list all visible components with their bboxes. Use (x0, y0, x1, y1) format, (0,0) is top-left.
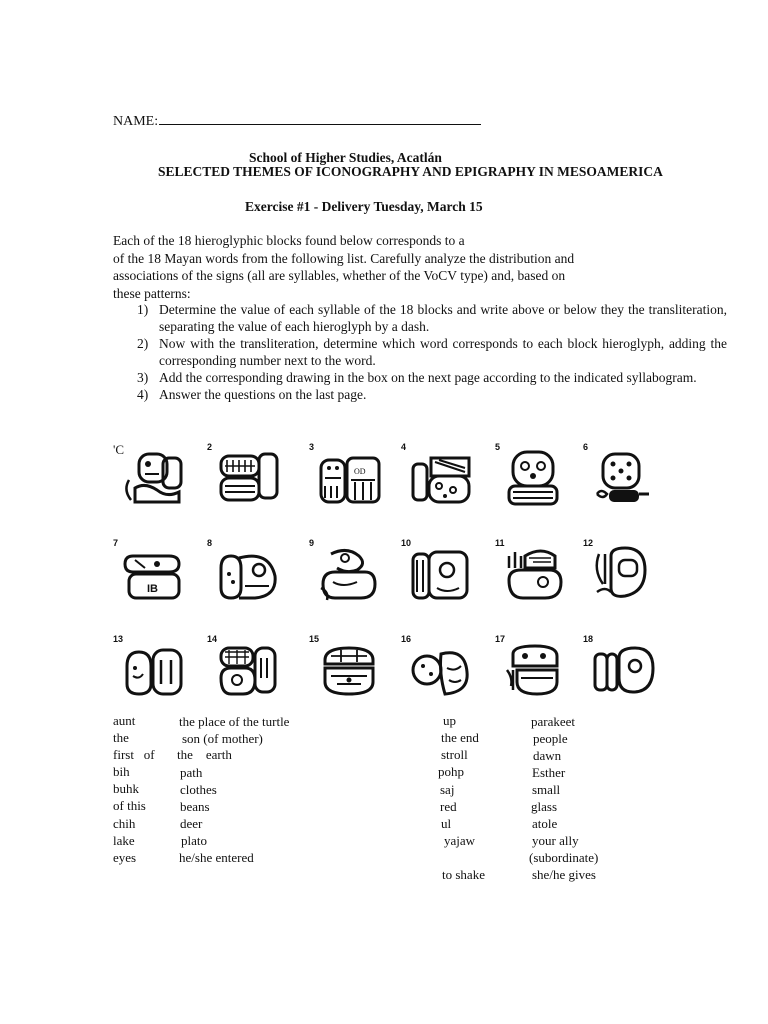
glyph-number: 18 (583, 634, 594, 644)
word-list-item: chih (113, 816, 136, 831)
glyph-block-13 (113, 634, 195, 706)
word-list-item: your ally (532, 833, 579, 848)
glyph-number: 5 (495, 442, 501, 452)
word-list-item: the place of the turtle (179, 714, 290, 729)
glyph-number: 15 (309, 634, 320, 644)
glyph-number: 16 (401, 634, 412, 644)
school-title: School of Higher Studies, Acatlán (249, 150, 442, 165)
word-list-item: atole (532, 816, 558, 831)
glyph-drawing (317, 640, 383, 700)
intro-line: Each of the 18 hieroglyphic blocks found below corresponds to a (113, 233, 465, 248)
glyph-number: 11 (495, 538, 505, 548)
instruction-text: Add the corresponding drawing in the box on the next page according to the indicated syllabogram. (159, 370, 697, 385)
glyph-number: 'C (113, 442, 125, 457)
instruction-list (137, 301, 727, 403)
glyph-block-1 (113, 442, 195, 514)
glyph-number: 2 (207, 442, 213, 452)
word-list-item: dawn (533, 748, 562, 763)
glyph-number: 13 (113, 634, 124, 644)
glyph-number: 14 (207, 634, 218, 644)
glyph-drawing (409, 448, 475, 508)
word-list-item: plato (181, 833, 207, 848)
word-list-item: she/he gives (532, 867, 596, 882)
instruction-number: 3) (137, 370, 149, 385)
word-list-item: lake (113, 833, 135, 848)
instruction-item (137, 369, 727, 386)
glyph-drawing (591, 544, 657, 604)
word-list-item: aunt (113, 713, 136, 728)
word-list-item: the end (441, 730, 479, 745)
glyph-drawing (121, 544, 187, 604)
glyph-block-17 (495, 634, 577, 706)
word-list-item: saj (440, 782, 455, 797)
glyph-block-14 (207, 634, 289, 706)
glyph-drawing (121, 640, 187, 700)
word-list-item: he/she entered (179, 850, 254, 865)
word-list-item: first of (113, 747, 155, 762)
glyph-number: 8 (207, 538, 213, 548)
glyph-number: 10 (401, 538, 412, 548)
word-list-item: path (180, 765, 203, 780)
glyph-block-12 (583, 538, 665, 610)
glyph-drawing (121, 448, 187, 508)
glyph-block-5 (495, 442, 577, 514)
word-list-item: (subordinate) (529, 850, 599, 865)
name-label: NAME: (113, 114, 159, 129)
name-blank-line[interactable] (159, 112, 481, 125)
word-list-item: parakeet (531, 714, 576, 729)
word-list-item: the (113, 730, 129, 745)
instruction-number: 2) (137, 336, 149, 351)
name-field[interactable] (113, 112, 481, 130)
glyph-number: 4 (401, 442, 407, 452)
glyph-block-6 (583, 442, 665, 514)
instruction-item (137, 301, 727, 335)
intro-line: of the 18 Mayan words from the following list. Carefully analyze the distribution and (113, 250, 575, 266)
instruction-number: 4) (137, 387, 149, 402)
word-list-item: yajaw (444, 833, 476, 848)
word-list-item: deer (180, 816, 203, 831)
instruction-text: Determine the value of each syllable of the 18 blocks and write above or below they the transliteration, separating the value of each hieroglyph by a dash. (159, 302, 727, 334)
glyph-block-15 (309, 634, 391, 706)
glyph-drawing (503, 544, 569, 604)
glyph-drawing (215, 640, 281, 700)
word-list-item: stroll (441, 747, 468, 762)
word-list-item: bih (113, 764, 130, 779)
word-list-item: red (440, 799, 457, 814)
word-list-item: of this (113, 798, 146, 813)
word-list-item: eyes (113, 850, 137, 865)
glyph-drawing (503, 640, 569, 700)
glyph-number: 17 (495, 634, 506, 644)
glyph-drawing (409, 544, 475, 604)
glyph-drawing (409, 640, 475, 700)
instruction-text: Now with the transliteration, determine which word corresponds to each block hieroglyph, adding the corresponding number next to the word. (159, 336, 727, 368)
word-list-item: ul (441, 816, 452, 831)
glyph-block-11 (495, 538, 577, 610)
glyph-drawing (591, 640, 657, 700)
exercise-title: Exercise #1 - Delivery Tuesday, March 15 (245, 199, 483, 214)
word-list-item: the earth (177, 747, 232, 762)
word-list-item: up (443, 713, 456, 728)
intro-paragraph (113, 232, 574, 302)
instruction-number: 1) (137, 302, 149, 317)
instruction-item (137, 386, 727, 403)
glyph-number: 9 (309, 538, 315, 548)
word-list-item: people (533, 731, 568, 746)
glyph-block-9 (309, 538, 391, 610)
glyph-block-10 (401, 538, 483, 610)
glyph-number: 6 (583, 442, 589, 452)
word-list-item: small (532, 782, 561, 797)
word-list-item: glass (531, 799, 557, 814)
word-list-item: to shake (442, 867, 485, 882)
glyph-block-3 (309, 442, 391, 514)
glyph-number: 12 (583, 538, 594, 548)
glyph-inner-text: IB (147, 583, 158, 595)
glyph-block-16 (401, 634, 483, 706)
intro-line: associations of the signs (all are syllables, whether of the VoCV type) and, based on (113, 268, 566, 283)
glyph-drawing (503, 448, 569, 508)
intro-line: these patterns: (113, 285, 191, 301)
glyph-drawing (215, 448, 281, 508)
glyph-block-18 (583, 634, 665, 706)
instruction-item (137, 335, 727, 369)
glyph-inner-text: OD (354, 467, 366, 476)
word-list-item: beans (180, 799, 210, 814)
glyph-drawing (317, 448, 383, 508)
glyph-block-4 (401, 442, 483, 514)
word-list-item: clothes (180, 782, 217, 797)
glyph-block-2 (207, 442, 289, 514)
glyph-grid (113, 438, 663, 710)
word-list-item: pohp (438, 764, 464, 779)
word-list-item: buhk (113, 781, 139, 796)
glyph-drawing (591, 448, 657, 508)
glyph-number: 3 (309, 442, 315, 452)
word-list-item: Esther (532, 765, 566, 780)
instruction-text: Answer the questions on the last page. (159, 387, 367, 402)
glyph-drawing (215, 544, 281, 604)
word-list-item: son (of mother) (182, 731, 263, 746)
glyph-block-8 (207, 538, 289, 610)
glyph-number: 7 (113, 538, 119, 548)
course-title: SELECTED THEMES OF ICONOGRAPHY AND EPIGRAPHY IN MESOAMERICA (158, 164, 663, 179)
glyph-block-7 (113, 538, 195, 610)
glyph-drawing (317, 544, 383, 604)
